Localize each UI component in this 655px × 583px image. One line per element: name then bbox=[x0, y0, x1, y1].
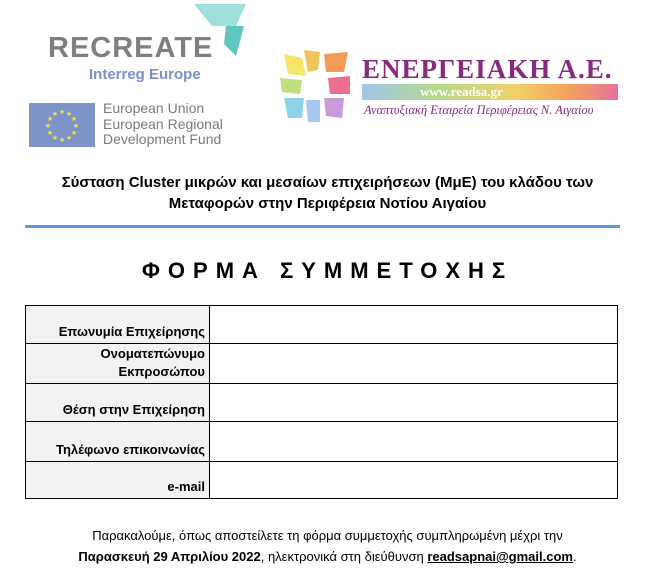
svg-text:★: ★ bbox=[65, 134, 73, 142]
document-title bbox=[0, 172, 655, 214]
energeiaki-tagline: Αναπτυξιακή Εταιρεία Περιφέρειας Ν. Αιγαίου bbox=[364, 103, 594, 117]
field-input-company[interactable] bbox=[210, 306, 618, 344]
interreg-wordmark: Interreg Europe bbox=[89, 66, 201, 83]
field-label-position: Θέση στην Επιχείρηση bbox=[26, 384, 210, 422]
svg-text:★: ★ bbox=[46, 129, 54, 137]
field-label-email: e-mail bbox=[26, 462, 210, 499]
field-input-position[interactable] bbox=[210, 384, 618, 422]
form-row-representative bbox=[26, 344, 618, 384]
field-label-phone: Τηλέφωνο επικοινωνίας bbox=[26, 422, 210, 462]
title-line-2: Μεταφορών στην Περιφέρεια Νοτίου Αιγαίου bbox=[168, 195, 487, 212]
title-divider bbox=[25, 225, 620, 228]
form-row-position bbox=[26, 384, 618, 422]
recreate-logo bbox=[46, 4, 256, 90]
eu-fund-text bbox=[103, 101, 223, 148]
form-row-email bbox=[26, 462, 618, 499]
eu-line-2: European Regional bbox=[103, 115, 223, 132]
form-row-company bbox=[26, 306, 618, 344]
energeiaki-mark-icon bbox=[280, 48, 352, 124]
svg-text:★: ★ bbox=[65, 110, 73, 118]
svg-text:★: ★ bbox=[44, 122, 52, 130]
svg-text:★: ★ bbox=[70, 115, 78, 123]
field-label-representative: Ονοματεπώνυμο Εκπροσώπου bbox=[26, 344, 210, 384]
submission-instructions bbox=[0, 525, 655, 567]
svg-text:★: ★ bbox=[46, 115, 54, 123]
energeiaki-url-bar bbox=[362, 84, 618, 100]
field-input-representative[interactable] bbox=[210, 344, 618, 384]
eu-line-3: Development Fund bbox=[103, 131, 222, 147]
svg-text:★: ★ bbox=[70, 129, 78, 137]
instructions-text-2: , ηλεκτρονικά στη διεύθυνση bbox=[260, 549, 428, 564]
instructions-line-1: Παρακαλούμε, όπως αποστείλετε τη φόρμα συμμετοχής συμπληρωμένη μέχρι την bbox=[92, 528, 563, 543]
field-label-company: Επωνυμία Επιχείρησης bbox=[26, 306, 210, 344]
title-line-1: Σύσταση Cluster μικρών και μεσαίων επιχειρήσεων (ΜμΕ) του κλάδου των bbox=[61, 174, 594, 191]
eu-line-1: European Union bbox=[103, 100, 205, 116]
svg-text:★: ★ bbox=[58, 108, 66, 116]
field-input-phone[interactable] bbox=[210, 422, 618, 462]
form-row-phone bbox=[26, 422, 618, 462]
svg-text:★: ★ bbox=[51, 110, 59, 118]
recreate-wordmark: RECREATE bbox=[48, 32, 214, 64]
participation-form-table bbox=[25, 305, 618, 499]
form-heading: ΦΟΡΜΑ ΣΥΜΜΕΤΟΧΗΣ bbox=[141, 258, 514, 283]
field-input-email[interactable] bbox=[210, 462, 618, 499]
instructions-line-2 bbox=[0, 546, 655, 567]
svg-text:★: ★ bbox=[58, 136, 66, 144]
energeiaki-wordmark: ΕΝΕΡΓΕΙΑΚΗ Α.Ε. bbox=[362, 54, 613, 84]
contact-email-link[interactable]: readsapnai@gmail.com bbox=[427, 549, 573, 564]
svg-text:★: ★ bbox=[51, 134, 59, 142]
svg-text:★: ★ bbox=[72, 122, 80, 130]
energeiaki-url: www.readsa.gr bbox=[420, 84, 503, 99]
eu-flag-icon bbox=[29, 103, 95, 147]
deadline-text: Παρασκευή 29 Απριλίου 2022 bbox=[78, 549, 261, 564]
instructions-end: . bbox=[572, 549, 577, 564]
